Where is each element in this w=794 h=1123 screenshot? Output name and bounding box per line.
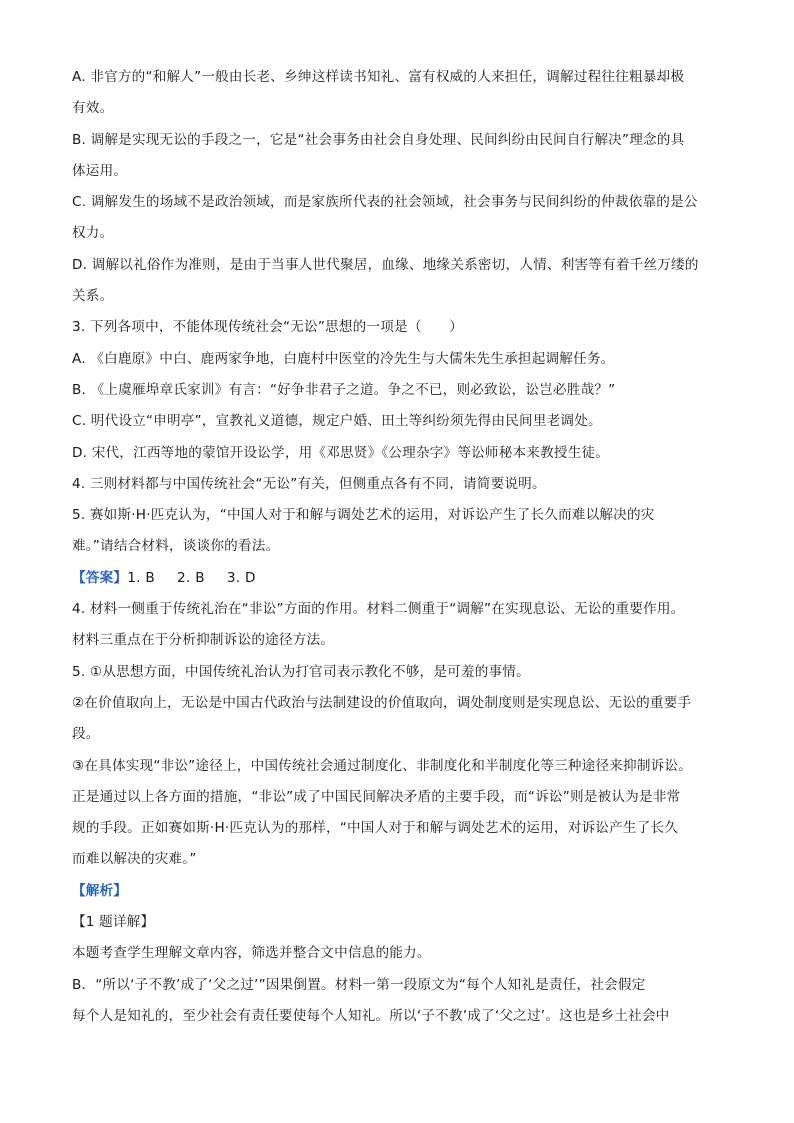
- answer-value-3: 3. D: [226, 569, 256, 586]
- question-5-stem-line-2: 难。”请结合材料，谈谈你的看法。: [72, 538, 280, 555]
- answer-label: 【答案】: [72, 569, 128, 586]
- answer-4-line-1: 4. 材料一侧重于传统礼治在“非讼”方面的作用。材料二侧重于“调解”在实现息讼、无讼的重要作用。: [72, 601, 685, 618]
- answer-5-line-1: 5. ①从思想方面，中国传统礼治认为打官司表示教化不够，是可羞的事情。: [72, 663, 530, 680]
- answer-5-line-2: ②在价值取向上，无讼是中国古代政治与法制建设的价值取向，调处制度则是实现息讼、无讼的重要手: [72, 694, 692, 711]
- answer-5-line-6: 规的手段。正如赛如斯·H·匹克认为的那样，“中国人对于和解与调处艺术的运用，对诉讼产生了长久: [72, 820, 679, 837]
- question-3-option-a: A. 《白鹿原》中白、鹿两家争地，白鹿村中医堂的冷先生与大儒朱先生承担起调解任务。: [72, 350, 615, 367]
- option-a-line-1: A. 非官方的“和解人”一般由长老、乡绅这样读书知礼、富有权威的人来担任，调解过程往往粗暴却极: [72, 69, 685, 85]
- option-c-line-2: 权力。: [72, 225, 114, 242]
- analysis-line-2: B．“所以‘子不教’成了‘父之过’”因果倒置。材料一第一段原文为“每个人知礼是责任，社会假定: [72, 976, 646, 993]
- analysis-line-3: 每个人是知礼的，至少社会有责任要使每个人知礼。所以‘子不教’成了‘父之过’。这也是乡土社会中: [72, 1007, 670, 1024]
- option-d-line-1: D. 调解以礼俗作为准则，是由于当事人世代聚居，血缘、地缘关系密切，人情、利害等有着千丝万缕的: [72, 256, 699, 273]
- answer-5-line-7: 而难以解决的灾难。”: [72, 851, 197, 868]
- analysis-label: 【解析】: [72, 882, 128, 899]
- question-3-option-d: D. 宋代，江西等地的蒙馆开设讼学，用《邓思贤》《公理杂字》等讼师秘本来教授生徒。: [72, 444, 610, 461]
- question-3-stem: 3. 下列各项中，不能体现传统社会“无讼”思想的一项是（ ）: [72, 319, 464, 336]
- option-b-line-2: 体运用。: [72, 162, 128, 179]
- answer-value-2: 2. B: [177, 569, 205, 586]
- question-4-stem: 4. 三则材料都与中国传统社会“无讼”有关，但侧重点各有不同，请简要说明。: [72, 475, 546, 492]
- answer-4-line-2: 材料三重点在于分析抑制诉讼的途径方法。: [72, 632, 335, 649]
- question-3-option-c: C. 明代设立“申明亭”，宣教礼义道德，规定户婚、田土等纠纷须先得由民间里老调处。: [72, 413, 602, 430]
- question-3-option-b: B. 《上虞雁埠章氏家训》有言：“好争非君子之道。争之不已，则必致讼，讼岂必胜哉？”: [72, 381, 616, 398]
- answer-row: [72, 563, 722, 594]
- answer-5-line-4: ③在具体实现“非讼”途径上，中国传统社会通过制度化、非制度化和半制度化等三种途径来抑制诉讼。: [72, 757, 692, 774]
- answer-5-line-5: 正是通过以上各方面的措施，“非讼”成了中国民间解决矛盾的主要手段，而“诉讼”则是被认为是非常: [72, 788, 681, 805]
- option-a-line-2: 有效。: [72, 100, 114, 117]
- analysis-subheading-q1: 【1 题详解】: [72, 914, 155, 931]
- analysis-line-1: 本题考查学生理解文章内容，筛选并整合文中信息的能力。: [72, 945, 431, 962]
- analysis-heading: [72, 876, 722, 907]
- option-c-line-1: C. 调解发生的场域不是政治领域，而是家族所代表的社会领域，社会事务与民间纠纷的仲裁依靠的是公: [72, 194, 698, 211]
- document-page: [72, 62, 722, 1032]
- question-5-stem-line-1: 5. 赛如斯·H·匹克认为，“中国人对于和解与调处艺术的运用，对诉讼产生了长久而难以解决的灾: [72, 507, 655, 524]
- option-b-line-1: B. 调解是实现无讼的手段之一，它是“社会事务由社会自身处理、民间纠纷由民间自行解决”理念的具: [72, 131, 685, 148]
- answer-value-1: 1. B: [127, 569, 156, 586]
- option-d-line-2: 关系。: [72, 288, 114, 305]
- answer-5-line-3: 段。: [72, 726, 100, 743]
